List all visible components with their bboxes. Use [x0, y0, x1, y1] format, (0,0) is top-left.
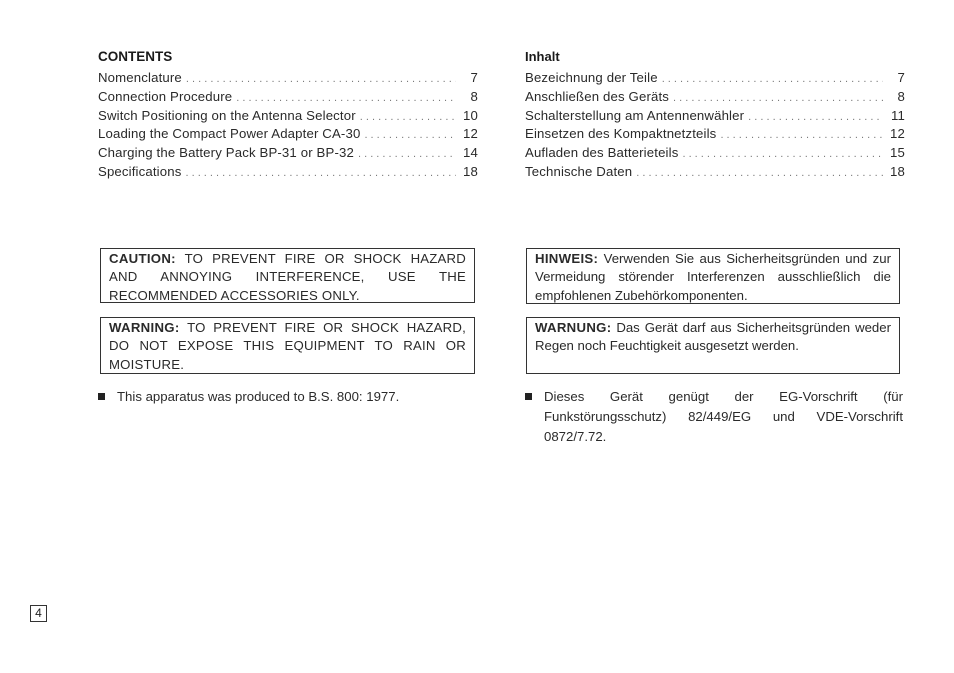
toc-leader — [662, 70, 883, 89]
toc-en-label: Specifications — [98, 163, 182, 179]
page-number: 4 — [30, 605, 47, 622]
toc-de-page: 12 — [890, 126, 905, 142]
bullet-icon — [525, 393, 532, 400]
toc-de-label: Einsetzen des Kompaktnetzteils — [525, 126, 717, 142]
warnung-box — [526, 317, 900, 374]
toc-de-label: Anschließen des Geräts — [525, 88, 670, 104]
toc-leader — [682, 145, 883, 164]
toc-en-item — [98, 88, 478, 107]
contents-de-title: Inhalt — [525, 49, 560, 64]
caution-text: TO PREVENT FIRE OR SHOCK HAZARD AND ANNOYING INTERFERENCE, USE THE RECOMMENDED ACCESSORIES ONLY. — [109, 251, 466, 303]
warning-text: TO PREVENT FIRE OR SHOCK HAZARD, DO NOT EXPOSE THIS EQUIPMENT TO RAIN OR MOISTURE. — [109, 320, 466, 372]
warning-box — [100, 317, 475, 374]
contents-de — [525, 48, 905, 182]
toc-en-label: Charging the Battery Pack BP-31 or BP-32 — [98, 145, 354, 161]
toc-de-label: Technische Daten — [525, 163, 633, 179]
toc-leader — [186, 70, 456, 89]
toc-leader — [673, 89, 883, 108]
contents-de-list — [525, 69, 905, 182]
toc-de-item — [525, 125, 905, 144]
toc-en-item — [98, 163, 478, 182]
toc-de-label: Aufladen des Batterieteils — [525, 145, 679, 161]
note-en-text: This apparatus was produced to B.S. 800: 1977. — [117, 389, 400, 404]
toc-de-item — [525, 163, 905, 182]
toc-leader — [636, 164, 883, 183]
toc-de-label: Schalterstellung am Antennenwähler — [525, 107, 745, 123]
toc-en-label: Connection Procedure — [98, 88, 233, 104]
toc-en-page: 14 — [463, 145, 478, 161]
toc-leader — [185, 164, 456, 183]
toc-de-item — [525, 69, 905, 88]
toc-de-item — [525, 144, 905, 163]
toc-en-page: 18 — [463, 163, 478, 179]
note-en — [98, 387, 478, 407]
toc-de-page: 11 — [891, 107, 905, 123]
toc-en-page: 10 — [463, 107, 478, 123]
warning-label: WARNING: — [109, 320, 180, 335]
toc-leader — [360, 108, 456, 127]
hinweis-text: Verwenden Sie aus Sicherheitsgründen und zur Vermeidung störender Interferenzen ausschließlich die empfohlenen Zubehörkomponenten. — [535, 251, 891, 303]
toc-de-page: 8 — [897, 88, 905, 104]
contents-en — [98, 48, 478, 182]
toc-en-item — [98, 107, 478, 126]
toc-leader — [748, 108, 883, 127]
toc-en-page: 8 — [470, 88, 478, 104]
caution-label: CAUTION: — [109, 251, 176, 266]
caution-box — [100, 248, 475, 303]
toc-en-page: 7 — [470, 70, 478, 85]
toc-en-item — [98, 69, 478, 88]
toc-de-item — [525, 107, 905, 126]
toc-de-page: 15 — [890, 145, 905, 161]
note-de-text: Dieses Gerät genügt der EG-Vorschrift (für Funkstörungsschutz) 82/449/EG und VDE-Vorschrift 0872/7.72. — [544, 389, 903, 444]
toc-de-label: Bezeichnung der Teile — [525, 70, 658, 85]
contents-en-list — [98, 69, 478, 182]
toc-en-label: Switch Positioning on the Antenna Selector — [98, 107, 356, 123]
toc-leader — [358, 145, 456, 164]
note-de — [525, 387, 903, 447]
toc-leader — [720, 126, 883, 145]
toc-en-item — [98, 144, 478, 163]
warnung-label: WARNUNG: — [535, 320, 612, 335]
warnung-text: Das Gerät darf aus Sicherheitsgründen weder Regen noch Feuchtigkeit ausgesetzt werden. — [535, 320, 891, 354]
contents-en-title: CONTENTS — [98, 49, 173, 64]
toc-en-label: Loading the Compact Power Adapter CA-30 — [98, 126, 361, 142]
toc-de-page: 7 — [897, 70, 905, 85]
hinweis-label: HINWEIS: — [535, 251, 599, 266]
bullet-icon — [98, 393, 105, 400]
toc-en-item — [98, 125, 478, 144]
toc-leader — [364, 126, 456, 145]
toc-leader — [236, 89, 456, 108]
toc-en-page: 12 — [463, 126, 478, 142]
hinweis-box — [526, 248, 900, 304]
toc-en-label: Nomenclature — [98, 70, 182, 85]
toc-de-item — [525, 88, 905, 107]
toc-de-page: 18 — [890, 163, 905, 179]
